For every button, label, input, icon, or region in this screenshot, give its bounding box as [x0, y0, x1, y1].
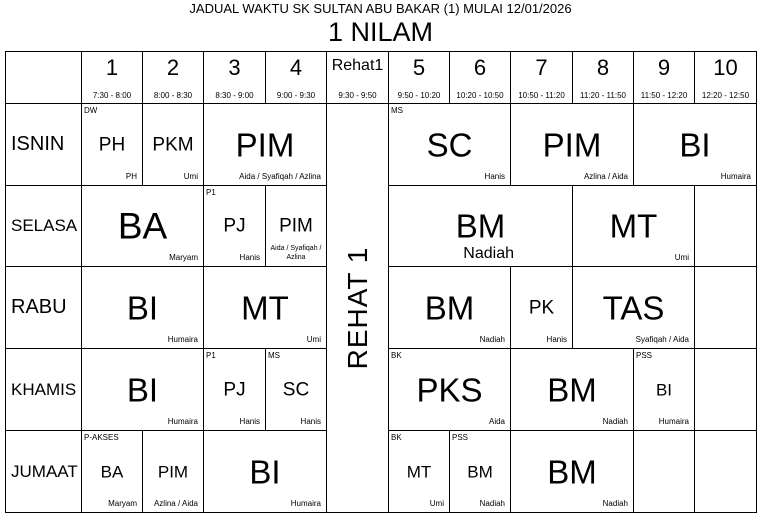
lesson-cell: BI Humaira: [82, 349, 204, 431]
lesson-cell: MS SC Hanis: [389, 104, 511, 186]
period-header: 3 8:30 - 9:00: [204, 52, 266, 104]
timetable-title: JADUAL WAKTU SK SULTAN ABU BAKAR (1) MULAI 12/01/2026: [189, 1, 572, 16]
lesson-cell: BM Nadiah: [511, 431, 634, 513]
lesson-cell: MT Umi: [573, 186, 695, 267]
lesson-cell: DW PH PH: [82, 104, 143, 186]
period-header: 6 10:20 - 10:50: [450, 52, 511, 104]
empty-cell: [695, 267, 757, 349]
lesson-cell: PIM Aida / Syafiqah / Azlina: [204, 104, 327, 186]
period-header: 5 9:50 - 10:20: [389, 52, 450, 104]
rehat-column: REHAT 1: [327, 104, 389, 513]
period-header: 4 9:00 - 9:30: [266, 52, 327, 104]
lesson-cell: BM Nadiah: [511, 349, 634, 431]
lesson-cell: PK Hanis: [511, 267, 573, 349]
day-label: KHAMIS: [6, 349, 82, 431]
period-header: 7 10:50 - 11:20: [511, 52, 573, 104]
day-label: JUMAAT: [6, 431, 82, 513]
lesson-cell: BI Humaira: [634, 104, 757, 186]
lesson-cell: BI Humaira: [204, 431, 327, 513]
day-row-isnin: [6, 104, 757, 186]
lesson-cell: PIM Azlina / Aida: [511, 104, 634, 186]
period-header: 2 8:00 - 8:30: [143, 52, 204, 104]
empty-cell: [695, 431, 757, 513]
lesson-cell: MS SC Hanis: [266, 349, 327, 431]
lesson-cell: TAS Syafiqah / Aida: [573, 267, 695, 349]
lesson-cell: BK MT Umi: [389, 431, 450, 513]
lesson-cell: PIM Aida / Syafiqah / Azlina: [266, 186, 327, 267]
empty-cell: [695, 186, 757, 267]
period-header-row: [6, 52, 757, 104]
period-header: 9 11:50 - 12:20: [634, 52, 695, 104]
day-label: ISNIN: [6, 104, 82, 186]
lesson-cell: P1 PJ Hanis: [204, 186, 266, 267]
empty-cell: [634, 431, 695, 513]
lesson-cell: BI Humaira: [82, 267, 204, 349]
day-label: RABU: [6, 267, 82, 349]
lesson-cell: PKM Umi: [143, 104, 204, 186]
lesson-cell: BM Nadiah: [389, 267, 511, 349]
timetable-grid: [5, 51, 757, 513]
day-label: SELASA: [6, 186, 82, 267]
lesson-cell: BK PKS Aida: [389, 349, 511, 431]
lesson-cell: MT Umi: [204, 267, 327, 349]
class-name: 1 NILAM: [327, 17, 434, 47]
empty-cell: [695, 349, 757, 431]
lesson-cell: P-AKSES BA Maryam: [82, 431, 143, 513]
lesson-cell: BA Maryam: [82, 186, 204, 267]
lesson-cell: PSS BI Humaira: [634, 349, 695, 431]
corner-cell: [6, 52, 82, 104]
lesson-cell: PSS BM Nadiah: [450, 431, 511, 513]
period-header: 10 12:20 - 12:50: [695, 52, 757, 104]
lesson-cell: BM Nadiah: [389, 186, 573, 267]
period-header: 8 11:20 - 11:50: [573, 52, 634, 104]
lesson-cell: P1 PJ Hanis: [204, 349, 266, 431]
period-header: 1 7:30 - 8:00: [82, 52, 143, 104]
rehat-header: Rehat1 9:30 - 9:50: [327, 52, 389, 104]
lesson-cell: PIM Azlina / Aida: [143, 431, 204, 513]
